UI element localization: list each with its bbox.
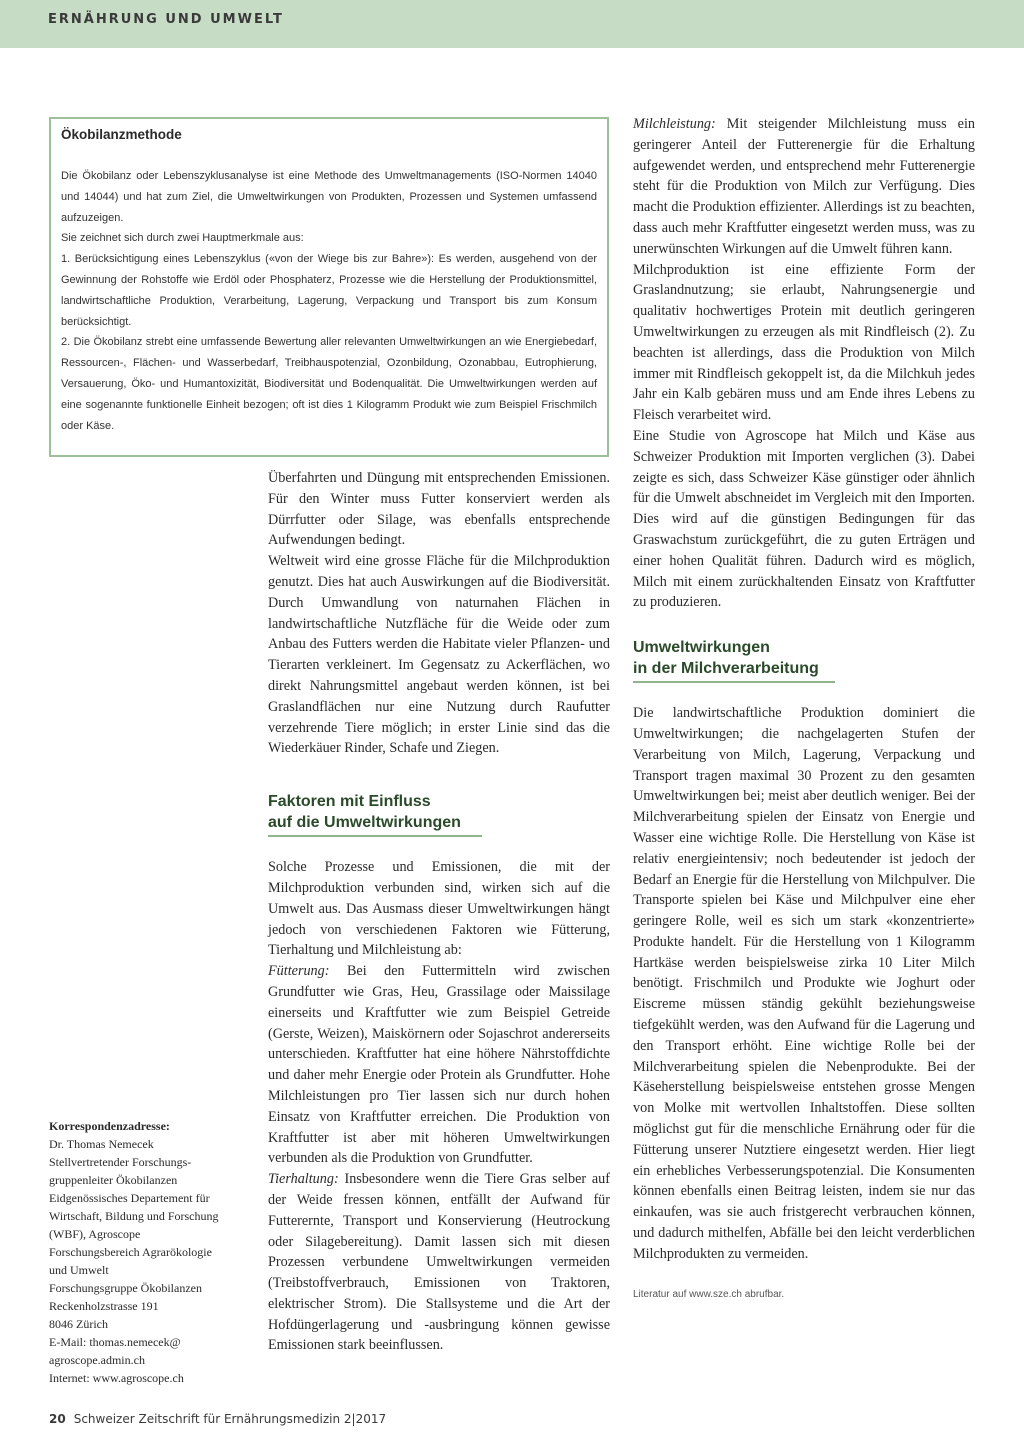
body-paragraph: Eine Studie von Agroscope hat Milch und Käse aus Schweizer Produktion mit Importen verglichen (3). Dabei zeigte es sich, dass Schweizer Käse günstiger oder ähnlich für die Umwelt abschneidet im Vergleich mit den Importen. Dies wird auf die günstigen Bedingungen für das Graswachstum zurückgeführt, die zu guten Erträgen und einer hohen Qualität führen. Dadurch wird es möglich, Milch mit einem zurückhaltenden Einsatz von Kraftfutter zu produzieren. xyxy=(633,427,975,611)
body-paragraph: Weltweit wird eine grosse Fläche für die Milchproduktion genutzt. Dies hat auch Auswirkungen auf die Biodiversität. Durch Umwandlung von naturnahen Flächen in landwirtschaftliche Nutzfläche für die Weide oder zum Anbau des Futters werden die Habitate vieler Pflanzen- und Tierarten verkleinert. Im Gegensatz zu Ackerflächen, wo direkt Nahrungsmittel angebaut werden können, ist bei Graslandflächen nur eine Nutzung durch Raufutter verzehrende Tiere möglich; in erster Linie sind das die Wiederkäuer Rinder, Schafe und Ziegen. xyxy=(268,553,610,757)
info-box-oekobilanz xyxy=(49,117,609,457)
heading-line: Umweltwirkungen xyxy=(633,639,770,657)
contact-line: 8046 Zürich xyxy=(49,1317,108,1331)
article-column-middle xyxy=(268,468,610,1356)
literature-note: Literatur auf www.sze.ch abrufbar. xyxy=(633,1288,785,1300)
page-number: 20 xyxy=(49,1412,66,1426)
heading-line: auf die Umweltwirkungen xyxy=(268,814,461,832)
info-box-text xyxy=(61,166,597,436)
section-title: ERNÄHRUNG UND UMWELT xyxy=(48,12,284,27)
inline-label: Tierhaltung: xyxy=(268,1171,339,1188)
section-heading-milchverarbeitung xyxy=(633,637,835,683)
body-paragraph: Überfahrten und Düngung mit entsprechenden Emissionen. Für den Winter muss Futter konserviert werden als Dürrfutter oder Silage, was ebenfalls entsprechende Aufwendungen bedingt. xyxy=(268,470,610,549)
info-box-paragraph: 2. Die Ökobilanz strebt eine umfassende Bewertung aller relevanten Umweltwirkungen an wie Energiebedarf, Ressourcen-, Flächen- und Wasserbedarf, Treibhauspotenzial, Ozonbildung, Ozonabbau, Eutrophierung, Versauerung, Öko- und Humantoxizität, Biodiversität und Bodenqualität. Die Umweltwirkungen werden auf eine sogenannte funktionelle Einheit bezogen; oft ist dies 1 Kilogramm Produkt wie zum Beispiel Frischmilch oder Käse. xyxy=(61,336,597,432)
paragraph-text: Mit steigender Milchleistung muss ein geringerer Anteil der Futterenergie für die Erhaltung aufgewendet werden, und entsprechend mehr Futterenergie steht für die Produktion von Milch zur Verfügung. Dies macht die Produktion effizienter. Allerdings ist zu beachten, dass auch mehr Kraftfutter eingesetzt werden muss, was zu unerwünschten Wirkungen auf die Umwelt führen kann. xyxy=(633,116,975,257)
journal-title: Schweizer Zeitschrift für Ernährungsmedizin 2|2017 xyxy=(73,1412,387,1426)
article-column-right xyxy=(633,114,975,1305)
body-paragraph xyxy=(268,961,610,1169)
contact-website[interactable]: Internet: www.agroscope.ch xyxy=(49,1371,184,1385)
contact-line: Wirtschaft, Bildung und Forschung xyxy=(49,1209,219,1223)
heading-underline xyxy=(633,681,835,683)
section-header-band xyxy=(0,0,1024,48)
body-paragraph xyxy=(268,1169,610,1356)
heading-line: in der Milchverarbeitung xyxy=(633,660,819,678)
page-footer xyxy=(49,1412,386,1426)
section-heading-faktoren xyxy=(268,791,482,837)
info-box-paragraph: Sie zeichnet sich durch zwei Hauptmerkmale aus: xyxy=(61,232,304,245)
contact-line: Reckenholzstrasse 191 xyxy=(49,1299,159,1313)
info-box-paragraph: 1. Berücksichtigung eines Lebenszyklus («von der Wiege bis zur Bahre»): Es werden, ausgehend von der Gewinnung der Rohstoffe wie Erdöl oder Phosphaterz, Prozesse wie die Herstellung der Produktionsmittel, landwirtschaftliche Produktion, Verarbeitung, Lagerung, Verpackung und Transport bis zum Konsum berücksichtigt. xyxy=(61,253,597,328)
inline-label: Fütterung: xyxy=(268,963,330,980)
contact-heading: Korrespondenzadresse: xyxy=(49,1119,170,1133)
contact-email[interactable]: E-Mail: thomas.nemecek@ xyxy=(49,1335,181,1349)
contact-email[interactable]: agroscope.admin.ch xyxy=(49,1353,145,1367)
heading-underline xyxy=(268,835,482,837)
contact-line: und Umwelt xyxy=(49,1263,109,1277)
contact-line: gruppenleiter Ökobilanzen xyxy=(49,1173,178,1187)
contact-line: Forschungsbereich Agrarökologie xyxy=(49,1245,212,1259)
info-box-paragraph: Die Ökobilanz oder Lebenszyklusanalyse ist eine Methode des Umweltmanagements (ISO-Normen 14040 und 14044) und hat zum Ziel, die Umweltwirkungen von Produkten, Prozessen und Systemen umfassend aufzuzeigen. xyxy=(61,170,597,224)
body-paragraph: Solche Prozesse und Emissionen, die mit der Milchproduktion verbunden sind, wirken sich auf die Umwelt aus. Das Ausmass dieser Umweltwirkungen hängt jedoch von verschiedenen Faktoren wie Fütterung, Tierhaltung und Milchleistung ab: xyxy=(268,859,610,959)
paragraph-text: Insbesondere wenn die Tiere Gras selber auf der Weide fressen können, entfällt der Aufwand für Futterernte, Transport und Konservierung (Heutrockung oder Silagebereitung). Damit lassen sich mit diesen Prozessen verbundene Umweltwirkungen vermeiden (Treibstoffverbrauch, Emissionen von Traktoren, elektrischer Strom). Die Stallsysteme und die Art der Hofdüngerlagerung und -ausbringung können gewisse Emissionen stark beeinflussen. xyxy=(268,1171,610,1354)
body-paragraph: Die landwirtschaftliche Produktion dominiert die Umweltwirkungen; die nachgelagerten Stufen der Verarbeitung von Milch, Lagerung, Verpackung und Transport tragen maximal 30 Prozent zu den gesamten Umweltwirkungen bei; meist aber deutlich weniger. Bei der Milchverarbeitung spielen der Einsatz von Energie und Wasser eine wichtige Rolle. Die Herstellung von Käse ist relativ energieintensiv; noch bedeutender ist jedoch der Bedarf an Energie für die Herstellung von Milchpulver. Die Transporte spielen bei Käse und Milchpulver eine eher geringere Rolle, weil es sich um stark «konzentrierte» Produkte handelt. Für die Herstellung von 1 Kilogramm Hartkäse werden beispielsweise zirka 10 Liter Milch benötigt. Frischmilch und Produkte wie Joghurt oder Eiscreme müssen ständig gekühlt beziehungsweise tiefgekühlt werden, was den Aufwand für die Lagerung und den Transport erhöht. Eine wichtige Rolle bei der Milchverarbeitung spielen die Nebenprodukte. Bei der Käseherstellung beispielsweise entstehen grosse Mengen von Molke mit wertvollen Inhaltstoffen. Diese sollten möglichst gut für die menschliche Ernährung oder für die Fütterung unserer Nutztiere eingesetzt werden. Hier liegt ein erhebliches Verbesserungspotenzial. Die Konsumenten können ebenfalls einen Beitrag leisten, indem sie nur das einkaufen, was sie auch fristgerecht verbrauchen können, und dadurch mithelfen, Abfälle bei den leicht verderblichen Milchprodukten zu vermeiden. xyxy=(633,705,975,1262)
contact-line: Stellvertretender Forschungs- xyxy=(49,1155,192,1169)
paragraph-text: Bei den Futtermitteln wird zwischen Grundfutter wie Gras, Heu, Grassilage oder Maissilage einerseits und Kraftfutter wie zum Beispiel Getreide (Gerste, Weizen), Maiskörnern oder Sojaschrot andererseits unterschieden. Kraftfutter hat eine höhere Nährstoffdichte und daher mehr Energie oder Protein als Grundfutter. Hohe Milchleistungen pro Tier lassen sich nur durch hohen Einsatz von Kraftfutter erreichen. Die Produktion von Kraftfutter ist aber mit höheren Umweltwirkungen verbunden als die Produktion von Grundfutter. xyxy=(268,963,610,1167)
body-paragraph xyxy=(633,114,975,260)
heading-line: Faktoren mit Einfluss xyxy=(268,793,431,811)
contact-line: Dr. Thomas Nemecek xyxy=(49,1137,154,1151)
correspondence-address xyxy=(49,1117,249,1387)
contact-line: Eidgenössisches Departement für xyxy=(49,1191,210,1205)
contact-line: (WBF), Agroscope xyxy=(49,1227,141,1241)
body-paragraph: Milchproduktion ist eine effiziente Form der Graslandnutzung; sie erlaubt, Nahrungsenergie und qualitativ hochwertiges Protein mit deutlich geringeren Umweltwirkungen zu erzeugen als mit Rindfleisch (2). Zu beachten ist allerdings, dass die Produktion von Milch immer mit Rindfleisch gekoppelt ist, da die Milchkuh jedes Jahr ein Kalb gebären muss und am Ende ihres Lebens zu Fleisch verarbeitet wird. xyxy=(633,261,975,424)
contact-line: Forschungsgruppe Ökobilanzen xyxy=(49,1281,202,1295)
inline-label: Milchleistung: xyxy=(633,116,716,132)
info-box-title: Ökobilanzmethode xyxy=(61,127,182,142)
